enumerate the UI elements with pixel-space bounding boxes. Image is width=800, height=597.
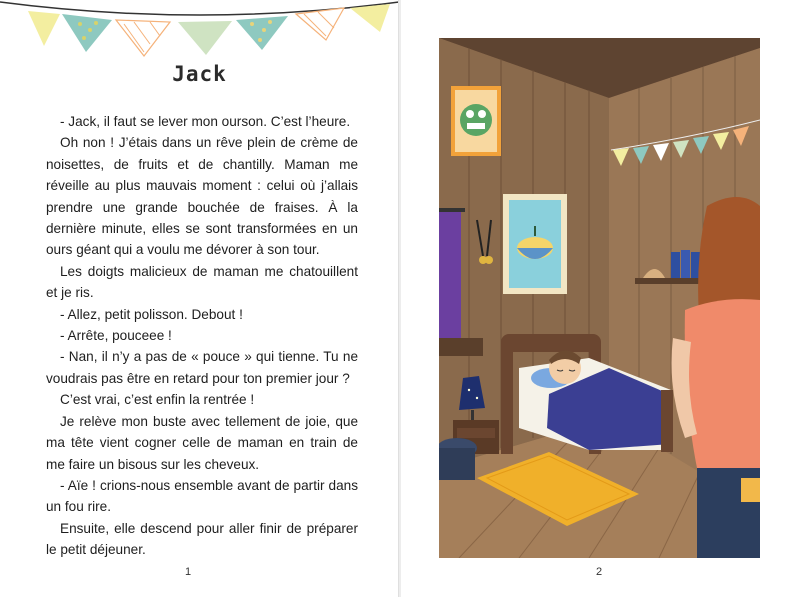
paragraph: - Aïe ! crions-nous ensemble avant de partir dans un fou rire. bbox=[46, 477, 358, 515]
paragraph: Oh non ! J’étais dans un rêve plein de crème de noisettes, de fruits et de chantilly. Maman me réveille au plus mauvais moment : celui où j’allais prendre une grande bouchée de fraises. À la dernière minute, elles se sont transformées en un ours géant qui a voulu me dévorer à son tour. bbox=[46, 135, 358, 258]
paragraph: C’est vrai, c’est enfin la rentrée ! bbox=[60, 392, 255, 408]
paragraph: - Nan, il n’y a pas de « pouce » qui tienne. Tu ne voudrais pas être en retard pour ton premier jour ? bbox=[46, 349, 358, 386]
chapter-title: Jack bbox=[172, 62, 227, 86]
story-text bbox=[46, 111, 358, 561]
paragraph: - Arrête, pouceee ! bbox=[60, 328, 172, 344]
paragraph: Les doigts malicieux de maman me chatouillent et je ris. bbox=[46, 263, 358, 301]
paragraph: - Jack, il faut se lever mon ourson. C’est l’heure. bbox=[60, 114, 351, 129]
page-number-right: 2 bbox=[595, 566, 603, 578]
bedroom-illustration bbox=[439, 38, 760, 558]
page-number-left: 1 bbox=[184, 566, 192, 578]
paragraph: Ensuite, elle descend pour aller finir de préparer le petit déjeuner. bbox=[46, 520, 358, 558]
bunting-decoration bbox=[0, 0, 399, 60]
spinning-top-poster bbox=[503, 194, 567, 294]
left-page bbox=[0, 0, 399, 597]
monster-poster bbox=[451, 86, 501, 156]
paragraph: - Allez, petit polisson. Debout ! bbox=[60, 306, 243, 322]
curtain bbox=[439, 210, 461, 350]
paragraph: Je relève mon buste avec tellement de joie, que ma tête vient cogner celle de maman en train de me faire un bisous sur les cheveux. bbox=[46, 413, 358, 472]
